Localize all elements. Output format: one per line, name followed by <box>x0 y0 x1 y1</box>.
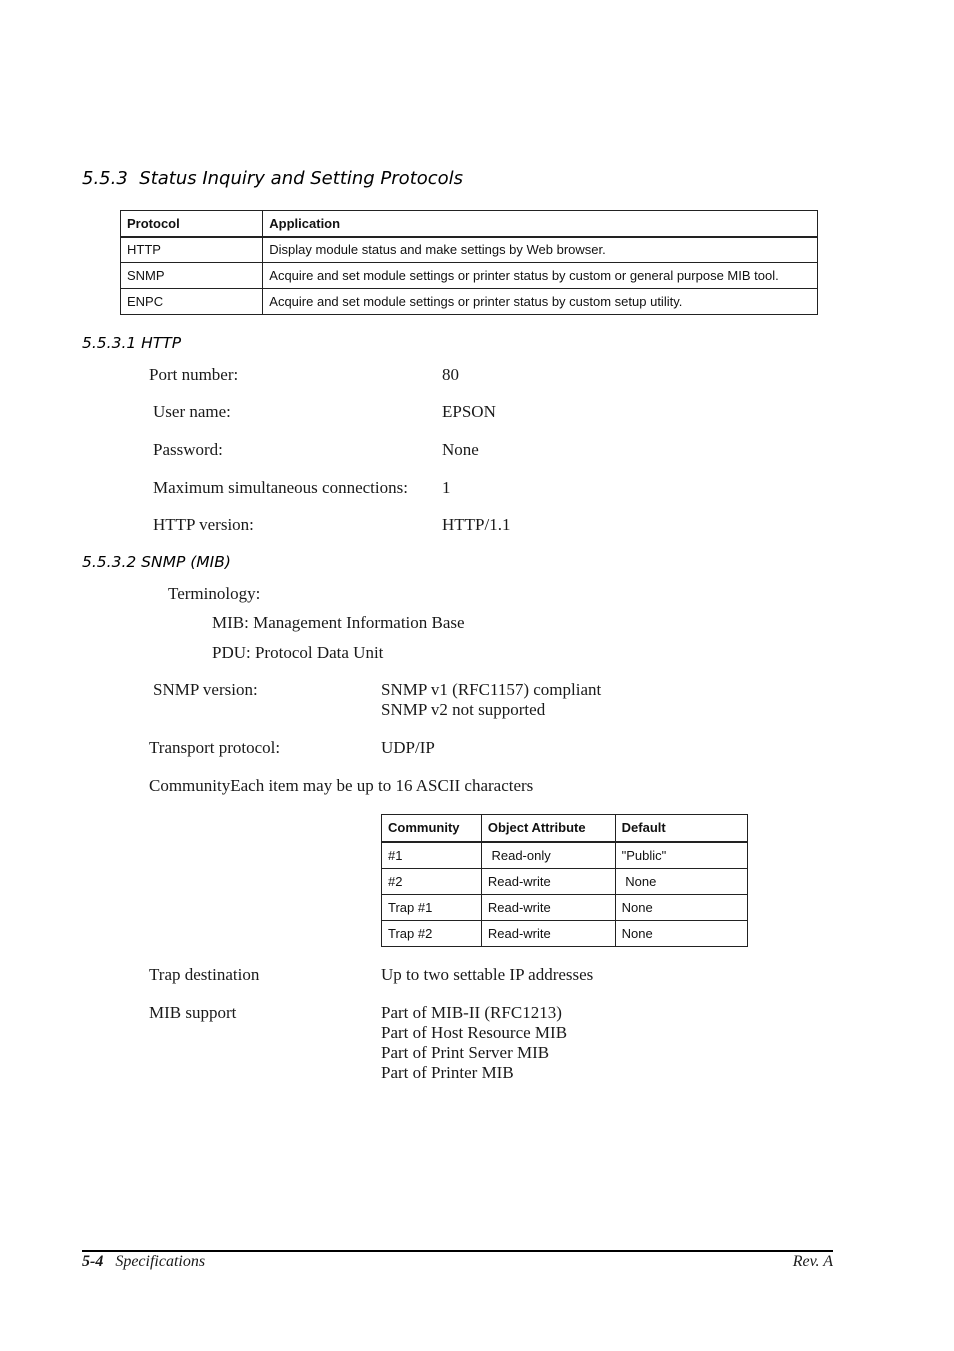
http-label-password: Password: <box>153 440 223 459</box>
column-header-application: Application <box>263 211 818 237</box>
table-row <box>382 895 748 921</box>
mib-support-label: MIB support <box>149 1003 237 1022</box>
table-row <box>121 289 818 315</box>
http-label-username: User name: <box>153 402 231 421</box>
table-cell: Display module status and make settings by Web browser. <box>263 237 818 263</box>
table-row <box>382 869 748 895</box>
section-title: Status Inquiry and Setting Protocols <box>139 168 464 189</box>
http-label-connections: Maximum simultaneous connections: <box>153 478 408 497</box>
section-number: 5.5.3 <box>82 168 128 189</box>
table-cell: SNMP <box>121 263 263 289</box>
http-label-version: HTTP version: <box>153 515 254 534</box>
trap-label: Trap destination <box>149 965 260 984</box>
table-cell: HTTP <box>121 237 263 263</box>
table-cell: Read-only <box>481 842 615 869</box>
snmp-version-label: SNMP version: <box>153 680 258 699</box>
table-row <box>121 237 818 263</box>
mib-support-line-1: Part of MIB-II (RFC1213) <box>381 1003 562 1022</box>
table-header-row <box>121 211 818 237</box>
column-header-protocol: Protocol <box>121 211 263 237</box>
table-cell: Trap #1 <box>382 895 482 921</box>
table-cell: Read-write <box>481 895 615 921</box>
table-cell: Read-write <box>481 869 615 895</box>
table-cell: "Public" <box>615 842 747 869</box>
http-label-port: Port number: <box>149 365 239 384</box>
column-header-object-attribute: Object Attribute <box>481 815 615 842</box>
page-number: 5-4 <box>82 1253 104 1270</box>
table-row <box>382 921 748 947</box>
community-table <box>381 814 748 947</box>
snmp-version-line-2: SNMP v2 not supported <box>381 700 546 719</box>
http-value-password: None <box>442 440 479 459</box>
table-cell: ENPC <box>121 289 263 315</box>
chapter-name: Specifications <box>115 1253 206 1270</box>
community-description: CommunityEach item may be up to 16 ASCII characters <box>149 776 534 795</box>
footer-rule <box>82 1250 833 1252</box>
transport-value: UDP/IP <box>381 738 435 757</box>
term-mib: MIB: Management Information Base <box>212 613 465 632</box>
term-pdu: PDU: Protocol Data Unit <box>212 643 384 662</box>
table-cell: None <box>615 921 747 947</box>
section-heading <box>82 168 463 189</box>
table-cell: Acquire and set module settings or printer status by custom setup utility. <box>263 289 818 315</box>
http-value-connections: 1 <box>442 478 451 497</box>
http-value-port: 80 <box>442 365 459 384</box>
trap-value: Up to two settable IP addresses <box>381 965 594 984</box>
table-cell: None <box>615 869 747 895</box>
mib-support-line-4: Part of Printer MIB <box>381 1063 514 1082</box>
transport-label: Transport protocol: <box>149 738 281 757</box>
http-value-version: HTTP/1.1 <box>442 515 511 534</box>
table-cell: Trap #2 <box>382 921 482 947</box>
table-row <box>382 842 748 869</box>
snmp-version-line-1: SNMP v1 (RFC1157) compliant <box>381 680 602 699</box>
table-cell: #2 <box>382 869 482 895</box>
table-cell: #1 <box>382 842 482 869</box>
http-value-username: EPSON <box>442 402 496 421</box>
snmp-heading: 5.5.3.2 SNMP (MIB) <box>82 553 231 571</box>
mib-support-line-2: Part of Host Resource MIB <box>381 1023 568 1042</box>
mib-support-line-3: Part of Print Server MIB <box>381 1043 550 1062</box>
revision: Rev. A <box>792 1253 833 1270</box>
column-header-community: Community <box>382 815 482 842</box>
table-cell: Read-write <box>481 921 615 947</box>
http-heading: 5.5.3.1 HTTP <box>82 334 182 352</box>
table-header-row <box>382 815 748 842</box>
protocol-table <box>120 210 818 315</box>
table-cell: Acquire and set module settings or printer status by custom or general purpose MIB tool. <box>263 263 818 289</box>
column-header-default: Default <box>615 815 747 842</box>
terminology-label: Terminology: <box>168 584 261 603</box>
footer-left <box>82 1253 205 1271</box>
table-cell: None <box>615 895 747 921</box>
table-row <box>121 263 818 289</box>
